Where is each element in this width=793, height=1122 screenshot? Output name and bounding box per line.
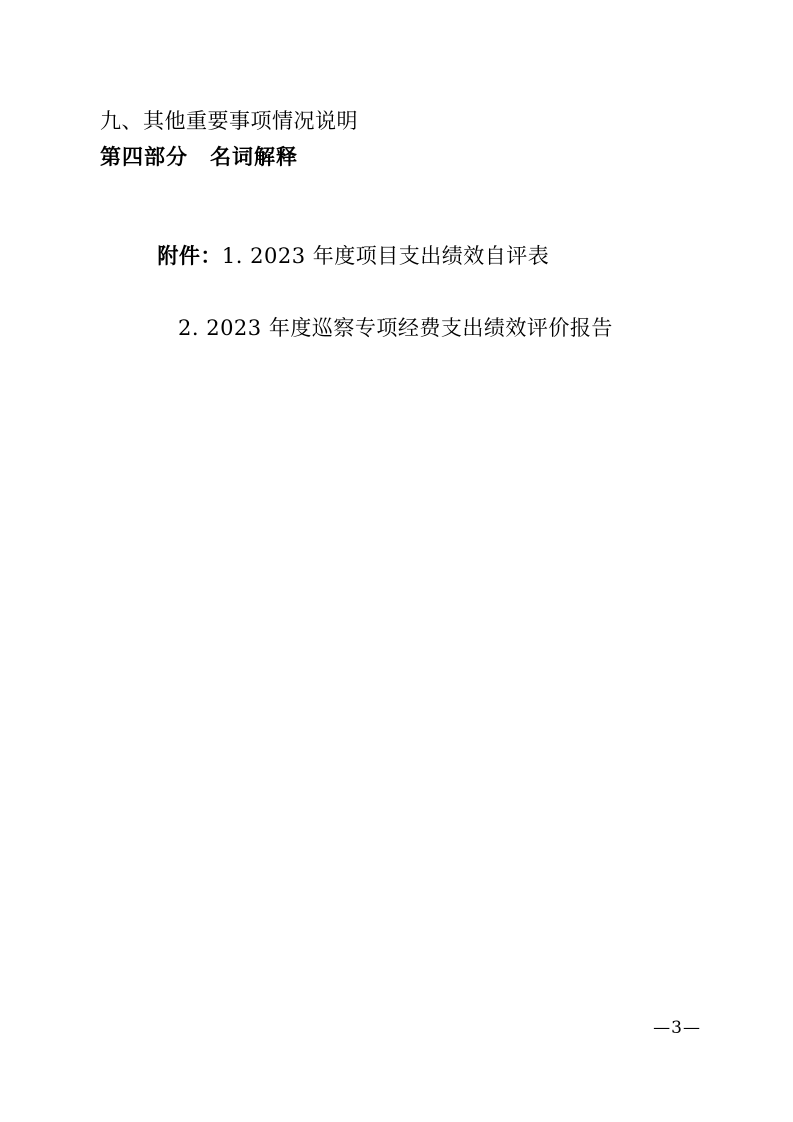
attachments-block	[100, 202, 700, 346]
attachment-item-2: 2. 2023 年度巡察专项经费支出绩效评价报告	[178, 316, 613, 340]
spacer	[100, 176, 700, 202]
attachments-label: 附件：	[157, 243, 222, 268]
attachment-first-line	[100, 202, 700, 310]
section-heading-nine: 九、其他重要事项情况说明	[100, 109, 358, 133]
page-number: —3—	[653, 1018, 701, 1038]
part-heading-four: 第四部分 名词解释	[100, 144, 298, 169]
attachment-item-1: 1. 2023 年度项目支出绩效自评表	[221, 244, 550, 268]
document-body	[100, 104, 700, 346]
